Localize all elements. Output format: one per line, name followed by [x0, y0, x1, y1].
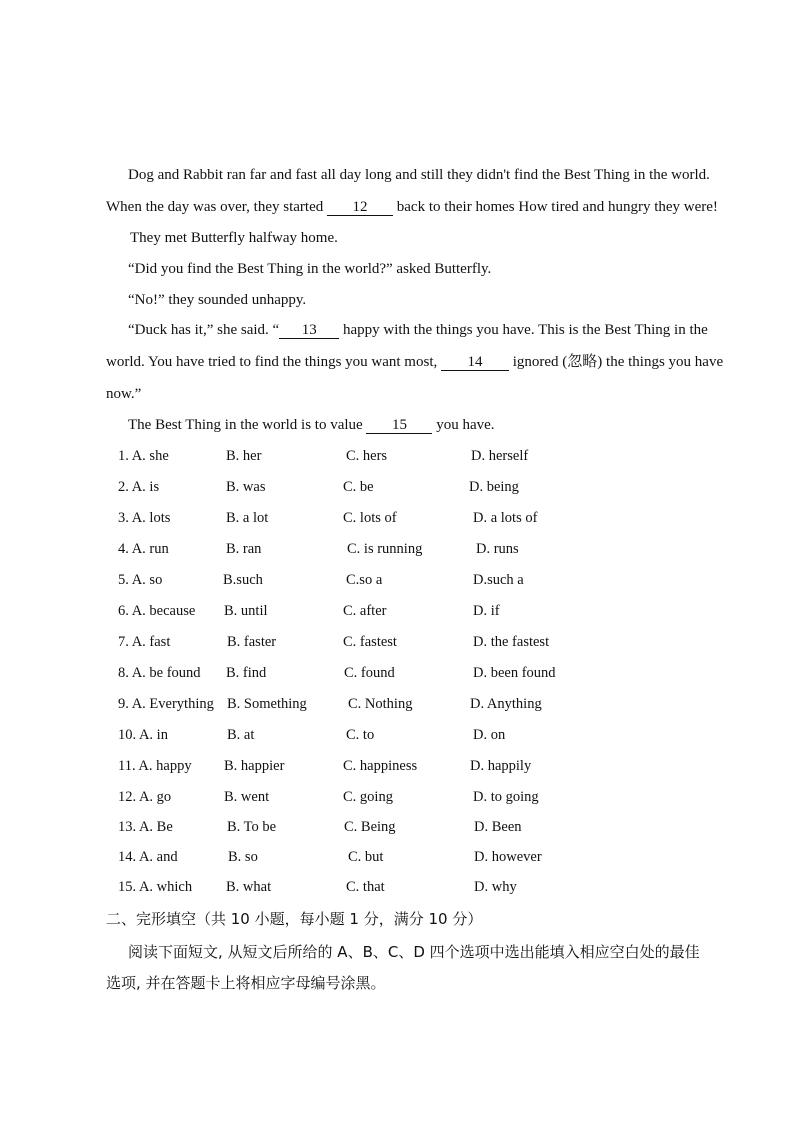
option-c: C. hers: [346, 448, 388, 464]
option-d: D. runs: [476, 541, 519, 557]
blank-15: 15: [366, 417, 432, 434]
text: world. You have tried to find the things you want most,: [106, 354, 438, 370]
option-c: C. is running: [347, 541, 423, 557]
option-b: B. was: [226, 479, 266, 495]
option-b: B. happier: [224, 758, 285, 774]
option-a: 7. A. fast: [118, 634, 171, 650]
option-a: 4. A. run: [118, 541, 169, 557]
option-row: [0, 789, 794, 807]
option-d: D. herself: [471, 448, 529, 464]
option-b: B. ran: [226, 541, 262, 557]
option-row: [0, 510, 794, 528]
option-row: [0, 479, 794, 497]
option-c: C. but: [348, 849, 384, 865]
option-c: C. found: [344, 665, 395, 681]
option-row: [0, 696, 794, 714]
option-b: B. her: [226, 448, 262, 464]
text: you have.: [436, 417, 495, 433]
option-a: 5. A. so: [118, 572, 163, 588]
text: When the day was over, they started: [106, 199, 324, 215]
option-a: 15. A. which: [118, 879, 193, 895]
option-a: 12. A. go: [118, 789, 172, 805]
option-c: C. going: [343, 789, 393, 805]
option-d: D. on: [473, 727, 506, 743]
option-a: 3. A. lots: [118, 510, 171, 526]
option-a: 14. A. and: [118, 849, 178, 865]
option-b: B. find: [226, 665, 267, 681]
option-a: 2. A. is: [118, 479, 160, 495]
option-c: C. that: [346, 879, 385, 895]
option-b: B. faster: [227, 634, 277, 650]
option-b: B. Something: [227, 696, 307, 712]
option-row: [0, 849, 794, 867]
instruction-line-1: 阅读下面短文, 从短文后所给的 A、B、C、D 四个选项中选出能填入相应空白处的最佳: [128, 943, 700, 961]
option-a: 10. A. in: [118, 727, 168, 743]
option-row: [0, 541, 794, 559]
option-a: 1. A. she: [118, 448, 169, 464]
passage-line-2: [106, 199, 718, 216]
option-row: [0, 634, 794, 652]
option-c: C. fastest: [343, 634, 397, 650]
option-c: C. to: [346, 727, 375, 743]
option-b: B. so: [228, 849, 258, 865]
option-d: D. been found: [473, 665, 556, 681]
option-row: [0, 879, 794, 897]
passage-line-3: They met Butterfly halfway home.: [130, 230, 338, 246]
option-c: C.so a: [346, 572, 383, 588]
option-b: B. at: [227, 727, 255, 743]
option-row: [0, 572, 794, 590]
option-d: D. being: [469, 479, 519, 495]
option-row: [0, 448, 794, 466]
option-d: D. a lots of: [473, 510, 538, 526]
blank-13: 13: [279, 322, 339, 339]
option-d: D. the fastest: [473, 634, 550, 650]
option-a: 11. A. happy: [118, 758, 192, 774]
option-b: B. until: [224, 603, 268, 619]
option-row: [0, 758, 794, 776]
option-d: D. Been: [474, 819, 522, 835]
option-c: C. happiness: [343, 758, 418, 774]
option-d: D.such a: [473, 572, 524, 588]
passage-line-5: “No!” they sounded unhappy.: [128, 292, 307, 308]
option-c: C. be: [343, 479, 374, 495]
passage-line-9: [128, 417, 718, 434]
option-row: [0, 819, 794, 837]
option-c: C. Being: [344, 819, 396, 835]
option-d: D. happily: [470, 758, 532, 774]
option-a: 13. A. Be: [118, 819, 173, 835]
passage-line-1: Dog and Rabbit ran far and fast all day long and still they didn't find the Best Thing in the world.: [128, 167, 710, 183]
option-d: D. to going: [473, 789, 539, 805]
option-c: C. lots of: [343, 510, 397, 526]
text: happy with the things you have. This is the Best Thing in the: [342, 322, 708, 338]
section-heading: 二、完形填空（共 10 小题，每小题 1 分，满分 10 分）: [106, 910, 483, 928]
passage-line-4: “Did you find the Best Thing in the world?” asked Butterfly.: [128, 261, 492, 277]
text: “Duck has it,” she said. “: [128, 322, 280, 338]
option-d: D. if: [473, 603, 500, 619]
option-d: D. Anything: [470, 696, 542, 712]
text: back to their homes How tired and hungry they were!: [396, 199, 718, 215]
passage-line-8: now.”: [106, 386, 142, 402]
blank-14: 14: [441, 354, 509, 371]
option-b: B.such: [223, 572, 263, 588]
option-row: [0, 603, 794, 621]
option-row: [0, 727, 794, 745]
text: ignored (忽略) the things you have: [512, 354, 724, 370]
instruction-line-2: 选项, 并在答题卡上将相应字母编号涂黑。: [106, 974, 386, 992]
blank-12: 12: [327, 199, 393, 216]
option-a: 8. A. be found: [118, 665, 201, 681]
option-b: B. To be: [227, 819, 277, 835]
option-a: 6. A. because: [118, 603, 196, 619]
text: The Best Thing in the world is to value: [128, 417, 363, 433]
passage-line-6: [128, 322, 718, 339]
option-row: [0, 665, 794, 683]
option-d: D. however: [474, 849, 542, 865]
option-c: C. Nothing: [348, 696, 413, 712]
option-b: B. what: [226, 879, 272, 895]
passage-line-7: [106, 354, 724, 371]
option-b: B. a lot: [226, 510, 269, 526]
option-b: B. went: [224, 789, 270, 805]
option-c: C. after: [343, 603, 387, 619]
option-d: D. why: [474, 879, 517, 895]
option-a: 9. A. Everything: [118, 696, 214, 712]
